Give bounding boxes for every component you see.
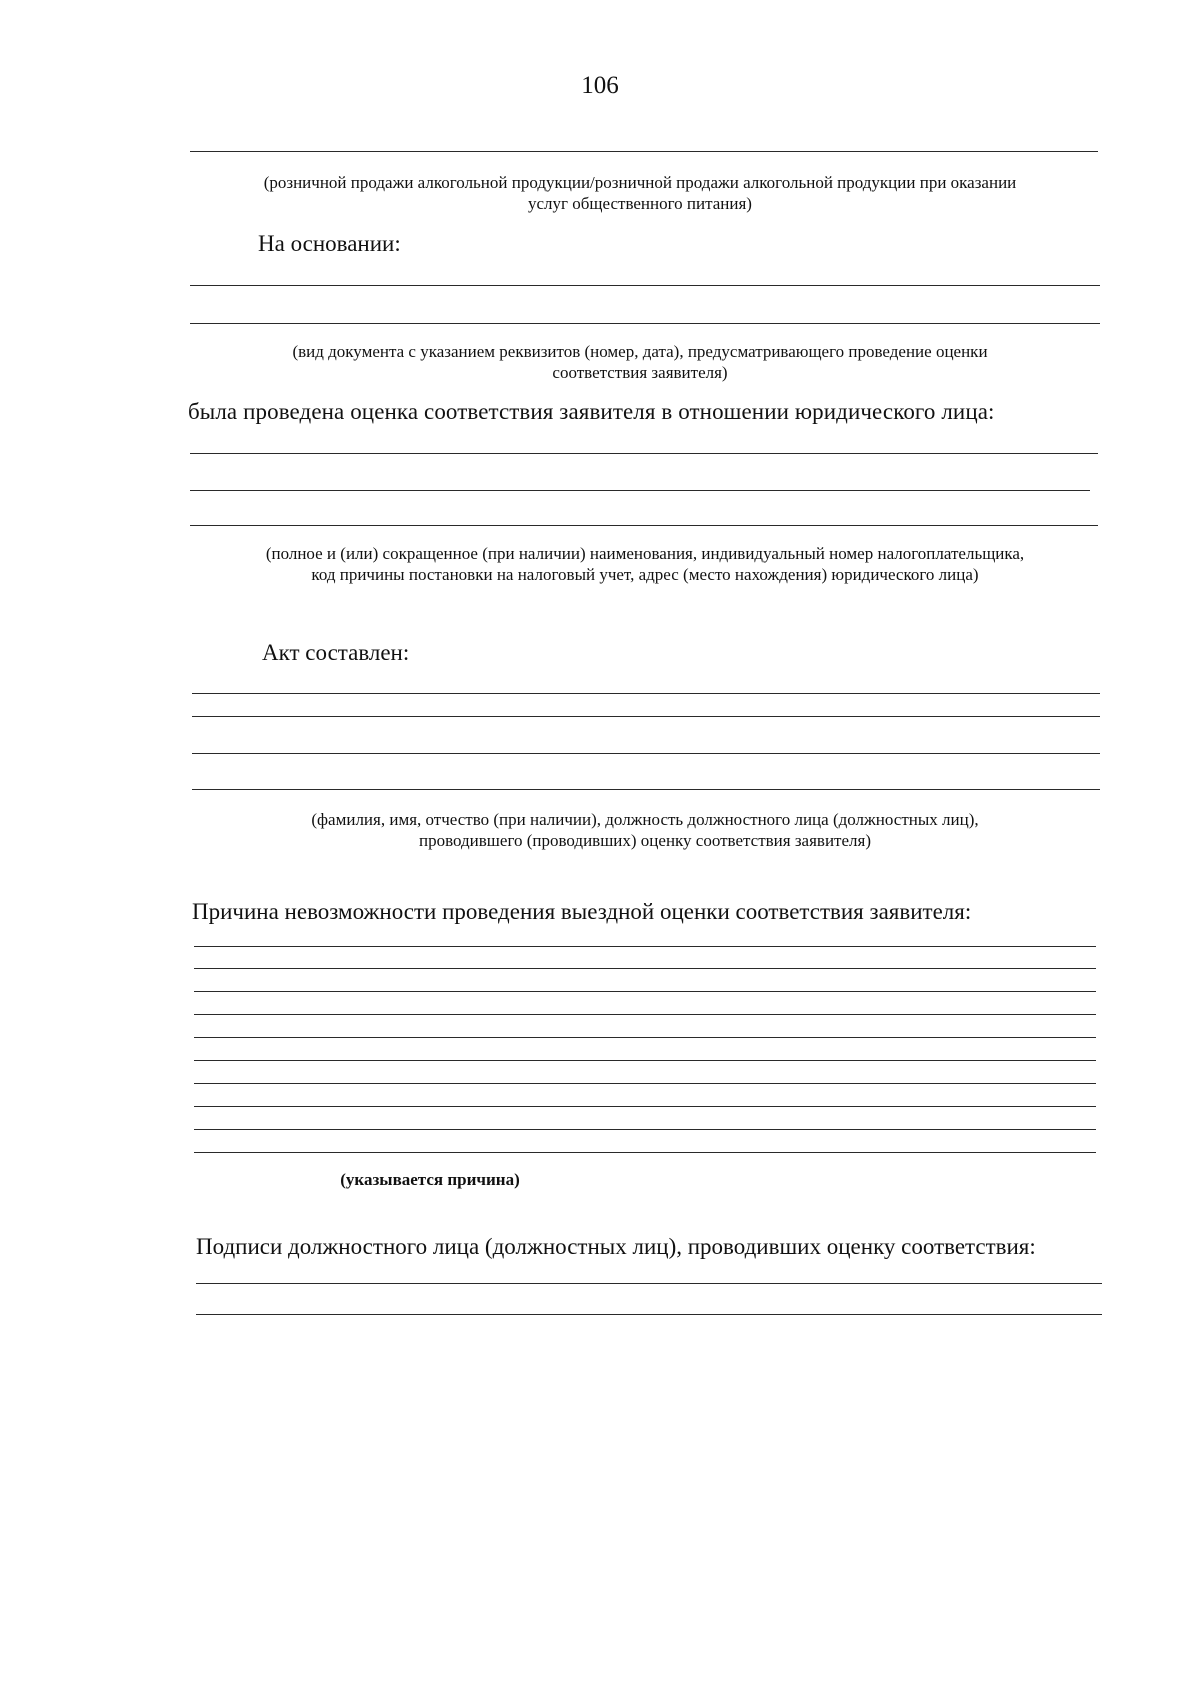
- blank-line-entity-1[interactable]: [190, 453, 1098, 454]
- blank-line-reason-6[interactable]: [194, 1060, 1096, 1061]
- basis-caption: [180, 341, 1100, 383]
- act-compiled-label: Акт составлен:: [262, 640, 410, 665]
- signature-line-2[interactable]: [196, 1314, 1102, 1315]
- blank-line-reason-10[interactable]: [194, 1152, 1096, 1153]
- sale-type-caption-line-2: услуг общественного питания): [528, 194, 752, 213]
- blank-line-reason-3[interactable]: [194, 991, 1096, 992]
- reason-label: Причина невозможности проведения выездной оценки соответствия заявителя:: [192, 899, 972, 924]
- blank-line-compiler-2[interactable]: [192, 716, 1100, 717]
- signatures-label: Подписи должностного лица (должностных лиц), проводивших оценку соответствия:: [196, 1234, 1036, 1259]
- basis-caption-line-2: соответствия заявителя): [552, 363, 728, 382]
- assessment-label: была проведена оценка соответствия заявителя в отношении юридического лица:: [188, 399, 995, 424]
- blank-line-basis-1[interactable]: [190, 285, 1100, 286]
- signature-line-1[interactable]: [196, 1283, 1102, 1284]
- compiler-caption: [180, 809, 1110, 851]
- sale-type-caption: [180, 172, 1100, 214]
- blank-line-reason-4[interactable]: [194, 1014, 1096, 1015]
- blank-line-basis-2[interactable]: [190, 323, 1100, 324]
- blank-line-reason-2[interactable]: [194, 968, 1096, 969]
- blank-line-compiler-4[interactable]: [192, 789, 1100, 790]
- sale-type-caption-line-1: (розничной продажи алкогольной продукции/розничной продажи алкогольной продукции при оказании: [263, 173, 1017, 192]
- reason-caption: (указывается причина): [340, 1170, 520, 1189]
- entity-caption: [180, 543, 1110, 585]
- blank-line-reason-5[interactable]: [194, 1037, 1096, 1038]
- blank-line-entity-2[interactable]: [190, 490, 1090, 491]
- blank-line-sale-type[interactable]: [190, 151, 1098, 152]
- entity-caption-line-1: (полное и (или) сокращенное (при наличии) наименования, индивидуальный номер налогоплательщика,: [265, 544, 1025, 563]
- blank-line-reason-7[interactable]: [194, 1083, 1096, 1084]
- blank-line-reason-1[interactable]: [194, 946, 1096, 947]
- blank-line-compiler-3[interactable]: [192, 753, 1100, 754]
- blank-line-reason-8[interactable]: [194, 1106, 1096, 1107]
- blank-line-reason-9[interactable]: [194, 1129, 1096, 1130]
- blank-line-entity-3[interactable]: [190, 525, 1098, 526]
- basis-caption-line-1: (вид документа с указанием реквизитов (номер, дата), предусматривающего проведение оценки: [292, 342, 988, 361]
- compiler-caption-line-2: проводившего (проводивших) оценку соответствия заявителя): [419, 831, 871, 850]
- blank-line-compiler-1[interactable]: [192, 693, 1100, 694]
- basis-label: На основании:: [258, 231, 401, 256]
- page-number: 106: [581, 72, 619, 99]
- entity-caption-line-2: код причины постановки на налоговый учет, адрес (место нахождения) юридического лица): [311, 565, 979, 584]
- compiler-caption-line-1: (фамилия, имя, отчество (при наличии), должность должностного лица (должностных лиц),: [311, 810, 979, 829]
